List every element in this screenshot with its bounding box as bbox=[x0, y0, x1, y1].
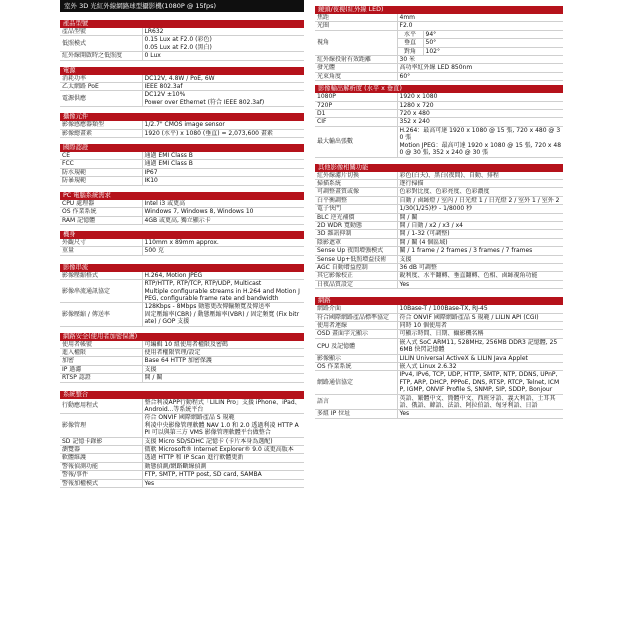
spec-label: 影像壓縮格式 bbox=[60, 272, 142, 280]
spec-value: Yes bbox=[397, 280, 563, 288]
spec-label: 光束角度 bbox=[315, 72, 397, 80]
spec-label: FCC bbox=[60, 160, 142, 168]
spec-value: 關 / 1 frame / 2 frames / 3 frames / 7 frames bbox=[397, 247, 563, 255]
spec-label: Sense Up 夜間增強模式 bbox=[315, 247, 397, 255]
spec-value: 開 / 關 bbox=[397, 213, 563, 221]
spec-label: 網路介面 bbox=[315, 305, 397, 313]
spec-row bbox=[315, 330, 563, 338]
spec-label: 光圈 bbox=[315, 22, 397, 30]
spec-value: 500 克 bbox=[142, 247, 304, 255]
spec-value: Base 64 HTTP 加密保護 bbox=[142, 357, 304, 365]
section-header: 影像輸出解析度 (水平 x 垂直) bbox=[315, 85, 563, 93]
spec-label: 重量 bbox=[60, 247, 142, 255]
spec-label: BLC 逆光補償 bbox=[315, 213, 397, 221]
section-gap bbox=[315, 289, 563, 297]
spec-label: 軟體維護 bbox=[60, 454, 142, 462]
spec-value: LILIN Universal ActiveX & LILIN Java Applet bbox=[397, 354, 563, 362]
spec-table bbox=[60, 75, 304, 108]
spec-row bbox=[315, 172, 563, 180]
section-header: 攝像元件 bbox=[60, 113, 304, 121]
spec-row bbox=[60, 348, 304, 356]
spec-value: 嵌入式 Linux 2.6.32 bbox=[397, 363, 563, 371]
spec-value: 102° bbox=[423, 47, 563, 55]
spec-row bbox=[315, 238, 563, 246]
spec-row bbox=[315, 313, 563, 321]
spec-row bbox=[60, 272, 304, 280]
spec-value: 1920 (水平) x 1080 (垂直) = 2,073,600 畫素 bbox=[142, 129, 304, 137]
spec-label: 警報偵測功能 bbox=[60, 462, 142, 470]
spec-row bbox=[315, 196, 563, 204]
spec-row bbox=[315, 305, 563, 313]
spec-row bbox=[315, 179, 563, 187]
spec-row bbox=[315, 255, 563, 263]
spec-label: 防暴規範 bbox=[60, 177, 142, 185]
spec-sublabel: 水平 bbox=[397, 30, 423, 38]
spec-label: 紅外線濾片切換 bbox=[315, 172, 397, 180]
spec-value: 可顯示時間、日期、攝影機名稱 bbox=[397, 330, 563, 338]
spec-value: IEEE 802.3af bbox=[142, 83, 304, 91]
spec-row bbox=[60, 75, 304, 83]
spec-row bbox=[315, 247, 563, 255]
spec-sublabel: 對角 bbox=[397, 47, 423, 55]
spec-value: Windows 7, Windows 8, Windows 10 bbox=[142, 208, 304, 216]
spec-label: IP 過濾 bbox=[60, 365, 142, 373]
spec-table bbox=[60, 272, 304, 327]
spec-value: 符合 ONVIF 國際網路產品 S 規範 / LILIN API (CGI) bbox=[397, 313, 563, 321]
spec-value: 0 Lux bbox=[142, 52, 304, 60]
spec-label: AGC 自動增益控制 bbox=[315, 263, 397, 271]
spec-row bbox=[315, 338, 563, 354]
spec-label: 日夜品質設定 bbox=[315, 280, 397, 288]
spec-label: 視角 bbox=[315, 30, 397, 55]
spec-table bbox=[60, 28, 304, 61]
spec-value: Yes bbox=[397, 410, 563, 418]
spec-row bbox=[60, 357, 304, 365]
spec-row bbox=[60, 129, 304, 137]
spec-label: 乙太網路 PoE bbox=[60, 83, 142, 91]
spec-row bbox=[315, 363, 563, 371]
spec-value: Intel i3 或更高 bbox=[142, 200, 304, 208]
spec-row bbox=[315, 188, 563, 196]
section-header: PC 電腦系統需求 bbox=[60, 192, 304, 200]
spec-label: RTSP 認證 bbox=[60, 374, 142, 382]
spec-row bbox=[60, 28, 304, 36]
section-header: 網路 bbox=[315, 297, 563, 305]
spec-value: 整合利凌APP行動程式「LILIN Pro」支援 iPhone、iPad、Android...等系統平台 bbox=[142, 399, 304, 414]
spec-value: 開 / 自動 / x2 / x3 / x4 bbox=[397, 221, 563, 229]
spec-label: 陰影遮罩 bbox=[315, 238, 397, 246]
spec-value: 高功率紅外線 LED 850nm bbox=[397, 64, 563, 72]
spec-row bbox=[315, 371, 563, 394]
spec-value: IK10 bbox=[142, 177, 304, 185]
spec-value: 1280 x 720 bbox=[397, 101, 563, 109]
spec-label: 多組 IP 位址 bbox=[315, 410, 397, 418]
spec-label: 影像感應器類型 bbox=[60, 121, 142, 129]
spec-label: 可調整畫質或像 bbox=[315, 188, 397, 196]
spec-value: 色彩對比度、色彩亮度、色彩濃度 bbox=[397, 188, 563, 196]
spec-label: 最大輸出張數 bbox=[315, 126, 397, 157]
spec-row bbox=[315, 230, 563, 238]
spec-value: 0.15 Lux at F2.0 (彩色) 0.05 Lux at F2.0 (黑白) bbox=[142, 36, 304, 52]
section-header: 機身 bbox=[60, 231, 304, 239]
spec-label: 3D 雜訊抑制 bbox=[315, 230, 397, 238]
spec-label: 2D WDR 寬動態 bbox=[315, 221, 397, 229]
spec-value: 1920 x 1080 bbox=[397, 93, 563, 101]
spec-row bbox=[315, 56, 563, 64]
spec-label: 進入權限 bbox=[60, 348, 142, 356]
spec-label: 瀏覽器 bbox=[60, 446, 142, 454]
spec-table bbox=[315, 172, 563, 290]
spec-label: 影像總畫素 bbox=[60, 129, 142, 137]
spec-label: 外觀尺寸 bbox=[60, 239, 142, 247]
spec-label: 焦距 bbox=[315, 14, 397, 22]
spec-row bbox=[315, 410, 563, 418]
spec-label: 語言 bbox=[315, 394, 397, 410]
spec-value: RTP/HTTP, RTP/TCP, RTP/UDP, Multicast Multiple configurable streams in H.264 and Motion JPEG, configurable frame rate and bandwidth bbox=[142, 280, 304, 303]
spec-label: 電子快門 bbox=[315, 205, 397, 213]
left-column bbox=[60, 0, 304, 488]
spec-label: 1080P bbox=[315, 93, 397, 101]
spec-row bbox=[315, 213, 563, 221]
spec-label: 網路通信協定 bbox=[315, 371, 397, 394]
spec-value: 10Base-T / 100Base-TX, RJ-45 bbox=[397, 305, 563, 313]
spec-label: 警報加權模式 bbox=[60, 479, 142, 487]
spec-table bbox=[315, 305, 563, 419]
spec-row bbox=[315, 221, 563, 229]
spec-row bbox=[60, 280, 304, 303]
spec-value: 1/2.7" CMOS image sensor bbox=[142, 121, 304, 129]
spec-row bbox=[60, 36, 304, 52]
spec-value: 透過 HTTP 和 IP Scan 進行軟體更新 bbox=[142, 454, 304, 462]
spec-label: 電源供應 bbox=[60, 91, 142, 107]
spec-value: 128Kbps - 8Mbps 動態更改傳輸頻寬及傳送率 固定壓縮率(CBR) / 動態壓縮率(VBR) / 固定頻寬 (Fix bitrate) / GOP 支援 bbox=[142, 303, 304, 326]
spec-label: OSD 畫面字元顯示 bbox=[315, 330, 397, 338]
spec-row bbox=[60, 341, 304, 349]
spec-value: 英語、繁體中文、簡體中文、西班牙語、義大利語、土耳其語、俄語、韓語、法語、阿拉伯語、匈牙利語、日語 bbox=[397, 394, 563, 410]
spec-label: 掃描系統 bbox=[315, 179, 397, 187]
spec-value: 通過 EMI Class B bbox=[142, 160, 304, 168]
spec-label: 影像管理 bbox=[60, 414, 142, 437]
spec-label: 白平衡調整 bbox=[315, 196, 397, 204]
spec-row bbox=[60, 152, 304, 160]
spec-value: 逐行掃描 bbox=[397, 179, 563, 187]
spec-value: 同時 10 個使用者 bbox=[397, 322, 563, 330]
spec-row bbox=[315, 280, 563, 288]
spec-value: FTP, SMTP, HTTP post, SD card, SAMBA bbox=[142, 471, 304, 479]
spec-value: 4GB 或更高, 獨立顯示卡 bbox=[142, 216, 304, 224]
spec-label: 警報/事件 bbox=[60, 471, 142, 479]
spec-value: 嵌入式 SoC ARM11, 528MHz, 256MB DDR3 記憶體, 256MB 快閃記憶體 bbox=[397, 338, 563, 354]
spec-label: CPU 處理器 bbox=[60, 200, 142, 208]
spec-value: 開 / 關 bbox=[142, 374, 304, 382]
spec-row bbox=[315, 263, 563, 271]
spec-row bbox=[60, 83, 304, 91]
spec-row bbox=[60, 91, 304, 107]
spec-value: H.264, Motion JPEG bbox=[142, 272, 304, 280]
spec-value: 支援 bbox=[142, 365, 304, 373]
section-header: 影像串流 bbox=[60, 264, 304, 272]
spec-row bbox=[315, 322, 563, 330]
spec-label: 使用者連線 bbox=[315, 322, 397, 330]
right-column bbox=[315, 0, 563, 419]
spec-row bbox=[60, 239, 304, 247]
spec-value: 4mm bbox=[397, 14, 563, 22]
spec-value: 通過 EMI Class B bbox=[142, 152, 304, 160]
spec-label: 低照模式 bbox=[60, 36, 142, 52]
spec-row bbox=[315, 101, 563, 109]
section-header: 系統整合 bbox=[60, 391, 304, 399]
spec-value: 支援 Micro SD/SDHC 記憶卡 (卡片本身為選配) bbox=[142, 437, 304, 445]
spec-row bbox=[315, 118, 563, 126]
spec-row bbox=[315, 394, 563, 410]
spec-row bbox=[315, 272, 563, 280]
spec-table bbox=[60, 121, 304, 138]
spec-value: 60° bbox=[397, 72, 563, 80]
spec-value: 1/30(1/25)秒 - 1/8000 秒 bbox=[397, 205, 563, 213]
spec-value: 符合 ONVIF 國際網路產品 S 規範 利凌中央影像管理軟體 NAV 1.0 和 2.0 透過利凌 HTTP API 可以與第三方 VMS 影像管理軟體平台做整合 bbox=[142, 414, 304, 437]
spec-label: RAM 記憶體 bbox=[60, 216, 142, 224]
spec-row bbox=[315, 93, 563, 101]
spec-label: 發光體 bbox=[315, 64, 397, 72]
section-header: 電源 bbox=[60, 67, 304, 75]
spec-value: 支援 bbox=[397, 255, 563, 263]
section-header: 網路安全(使用者加密保護) bbox=[60, 333, 304, 341]
spec-sublabel: 垂直 bbox=[397, 39, 423, 47]
spec-row bbox=[60, 216, 304, 224]
spec-table bbox=[60, 200, 304, 225]
spec-row bbox=[315, 72, 563, 80]
spec-value: 開 / 1-32 (可調整) bbox=[397, 230, 563, 238]
spec-value: H.264：最高可達 1920 x 1080 @ 15 張, 720 x 480 @ 30 張 Motion JPEG：最高可達 1920 x 1080 @ 15 張, 720 x 480 @ 30 張, 352 x 240 @ 30 張 bbox=[397, 126, 563, 157]
spec-value: 可編輯 10 組使用者權限及密碼 bbox=[142, 341, 304, 349]
spec-value: DC12V, 4.8W / PoE, 6W bbox=[142, 75, 304, 83]
spec-table bbox=[60, 341, 304, 383]
spec-value: 彩色(白天)、黑白(夜間)、自動、排程 bbox=[397, 172, 563, 180]
spec-value: 352 x 240 bbox=[397, 118, 563, 126]
spec-label: 其它影像校正 bbox=[315, 272, 397, 280]
spec-table bbox=[315, 14, 563, 81]
spec-row bbox=[315, 64, 563, 72]
spec-value: 使用者權限管理/設定 bbox=[142, 348, 304, 356]
spec-table bbox=[60, 152, 304, 186]
spec-label: 行動應用程式 bbox=[60, 399, 142, 414]
spec-label: 影像串流通訊協定 bbox=[60, 280, 142, 303]
spec-label: CE bbox=[60, 152, 142, 160]
section-gap bbox=[60, 383, 304, 391]
spec-label: D1 bbox=[315, 110, 397, 118]
spec-table bbox=[60, 239, 304, 256]
spec-value: IPv4, IPv6, TCP, UDP, HTTP, SMTP, NTP, DDNS, UPnP, FTP, ARP, DHCP, PPPoE, DNS, RTSP, RTCP, Telnet, ICMP, IGMP, ONVIF Profile S, SNMP, SIP, SDDP, Bonjour bbox=[397, 371, 563, 394]
spec-value: DC12V ±10% Power over Ethernet (符合 IEEE 802.3af) bbox=[142, 91, 304, 107]
spec-row bbox=[60, 414, 304, 437]
spec-label: 720P bbox=[315, 101, 397, 109]
spec-value: LR632 bbox=[142, 28, 304, 36]
spec-value: 微軟 Microsoft® Internet Explorer® 9.0 或更高版本 bbox=[142, 446, 304, 454]
spec-row bbox=[315, 126, 563, 157]
spec-table bbox=[315, 93, 563, 157]
spec-row bbox=[60, 437, 304, 445]
spec-label: Sense Up+低照增益技術 bbox=[315, 255, 397, 263]
spec-row bbox=[60, 208, 304, 216]
spec-value: 銳利度、水平翻轉、垂直翻轉、色相、鹵絲視角功能 bbox=[397, 272, 563, 280]
spec-row bbox=[60, 52, 304, 60]
spec-label: 防水規範 bbox=[60, 168, 142, 176]
spec-value: F2.0 bbox=[397, 22, 563, 30]
product-banner: 室外 3D 光紅外線網路球型攝影機(1080P @ 15fps) bbox=[60, 0, 304, 12]
spec-value: 720 x 480 bbox=[397, 110, 563, 118]
spec-value: IP67 bbox=[142, 168, 304, 176]
spec-label: 符合國際網路產品標準協定 bbox=[315, 313, 397, 321]
spec-value: 110mm x 89mm approx. bbox=[142, 239, 304, 247]
spec-value: Yes bbox=[142, 479, 304, 487]
spec-row bbox=[60, 177, 304, 185]
spec-label: 加密 bbox=[60, 357, 142, 365]
spec-row bbox=[60, 160, 304, 168]
spec-label: SD 記憶卡錄影 bbox=[60, 437, 142, 445]
spec-label: 影像顯示 bbox=[315, 354, 397, 362]
spec-value: 30 米 bbox=[397, 56, 563, 64]
spec-row bbox=[60, 121, 304, 129]
spec-row bbox=[60, 462, 304, 470]
spec-label: OS 作業系統 bbox=[60, 208, 142, 216]
spec-row bbox=[60, 446, 304, 454]
spec-row bbox=[60, 479, 304, 487]
spec-value: 動態偵測/網路斷線偵測 bbox=[142, 462, 304, 470]
spec-row bbox=[60, 168, 304, 176]
spec-value: 自動 / 鹵絲燈 / 室內 / 日光燈 1 / 日光燈 2 / 室外 1 / 室外 2 bbox=[397, 196, 563, 204]
section-gap bbox=[60, 256, 304, 264]
spec-row bbox=[60, 365, 304, 373]
spec-label: CPU 及記憶體 bbox=[315, 338, 397, 354]
spec-value: 開 / 關 (4 個區域) bbox=[397, 238, 563, 246]
spec-row bbox=[60, 374, 304, 382]
spec-row bbox=[60, 454, 304, 462]
spec-label: 紅外線投射有效距離 bbox=[315, 56, 397, 64]
spec-label: OS 作業系統 bbox=[315, 363, 397, 371]
spec-row bbox=[315, 30, 563, 38]
section-header: 鏡頭/夜視(紅外線 LED) bbox=[315, 6, 563, 14]
spec-value: 50° bbox=[423, 39, 563, 47]
spec-row bbox=[60, 399, 304, 414]
spec-value: 36 dB 可調整 bbox=[397, 263, 563, 271]
section-gap bbox=[60, 12, 304, 20]
spec-row bbox=[315, 354, 563, 362]
spec-row bbox=[60, 200, 304, 208]
spec-label: 影像壓縮 / 傳送率 bbox=[60, 303, 142, 326]
spec-row bbox=[315, 22, 563, 30]
spec-value: 94° bbox=[423, 30, 563, 38]
section-header: 國際認證 bbox=[60, 144, 304, 152]
section-header: 其他影像相關功能 bbox=[315, 164, 563, 172]
spec-row bbox=[315, 205, 563, 213]
spec-label: 產品型號 bbox=[60, 28, 142, 36]
spec-label: 消耗功率 bbox=[60, 75, 142, 83]
spec-row bbox=[60, 471, 304, 479]
section-header: 產品型號 bbox=[60, 20, 304, 28]
spec-label: CIF bbox=[315, 118, 397, 126]
spec-row bbox=[60, 247, 304, 255]
spec-row bbox=[60, 303, 304, 326]
spec-label: 使用者帳號 bbox=[60, 341, 142, 349]
spec-table bbox=[60, 399, 304, 488]
spec-row bbox=[315, 14, 563, 22]
spec-label: 紅外線開啟時之低照度 bbox=[60, 52, 142, 60]
spec-row bbox=[315, 110, 563, 118]
